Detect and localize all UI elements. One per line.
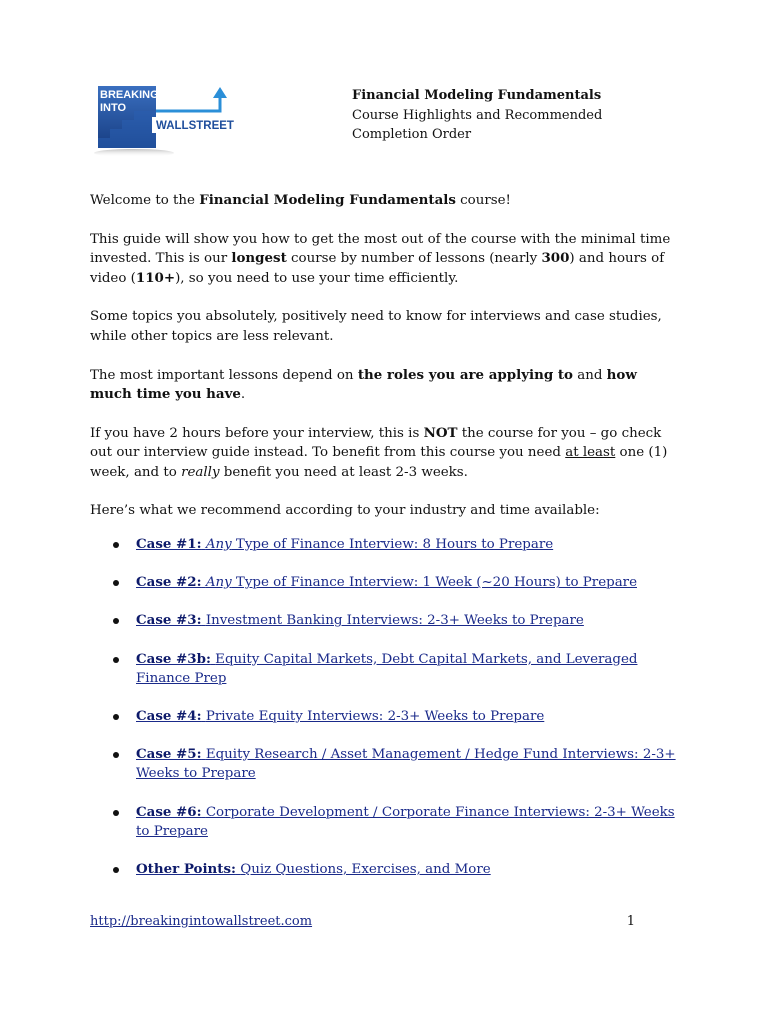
- case-label: Case #3:: [136, 612, 202, 629]
- logo-graphic: [94, 83, 244, 159]
- case-label: Case #1:: [136, 536, 202, 552]
- case-link-2[interactable]: [136, 575, 637, 590]
- bullet-icon: [113, 810, 119, 816]
- document-subtitle-line-2: Completion Order: [352, 127, 472, 142]
- footer-url-link[interactable]: http://breakingintowallstreet.com: [90, 914, 313, 929]
- breaking-into-wallstreet-logo: [94, 83, 244, 159]
- case-label: Case #3b:: [136, 650, 211, 667]
- list-item: [90, 535, 680, 554]
- underlined-run: at least: [565, 445, 616, 461]
- case-italic: Any: [205, 575, 232, 591]
- text-run: benefit you need at least 2-3 weeks.: [219, 464, 468, 480]
- case-text: Equity Research / Asset Management / Hedge Fund Interviews: 2-3+ Weeks to Prepare: [136, 747, 676, 782]
- list-item: [90, 860, 680, 879]
- text-run: If you have 2 hours before your interview, this is: [90, 425, 424, 441]
- text-run: This guide will show you how to get the most out of the course with the minimal time invested. This is our: [90, 231, 671, 267]
- page-footer: [90, 914, 635, 934]
- document-body: [90, 191, 680, 540]
- logo-line-2: INTO: [100, 102, 127, 114]
- case-text: Investment Banking Interviews: 2-3+ Weeks to Prepare: [205, 613, 584, 629]
- paragraph-recommend-intro: Here’s what we recommend according to your industry and time available:: [90, 503, 600, 519]
- case-link-6[interactable]: [136, 805, 675, 839]
- bold-run: 110+: [135, 269, 176, 286]
- case-italic: Any: [205, 537, 232, 552]
- case-text: Type of Finance Interview: 1 Week (~20 Hours) to Prepare: [231, 575, 637, 591]
- paragraph-time-needed: [90, 424, 680, 482]
- bold-run: NOT: [423, 424, 458, 441]
- text-run: course!: [455, 193, 511, 208]
- bullet-icon: [113, 657, 119, 663]
- case-label: Case #6:: [136, 803, 202, 820]
- arrow-icon: [156, 97, 220, 111]
- other-points-link[interactable]: [136, 862, 491, 877]
- bold-run: the roles you are applying to: [357, 366, 573, 383]
- case-link-5[interactable]: [136, 747, 676, 781]
- logo-line-1: BREAKING: [100, 89, 159, 101]
- case-label: Other Points:: [136, 861, 236, 878]
- list-item: [90, 650, 680, 688]
- bullet-icon: [113, 752, 119, 758]
- logo-line-3: WALLSTREET: [156, 120, 234, 132]
- paragraph-guide: [90, 230, 680, 288]
- italic-run: really: [181, 464, 220, 480]
- list-item: [90, 573, 680, 592]
- document-subtitle-line-1: Course Highlights and Recommended: [352, 107, 603, 123]
- case-text: Corporate Development / Corporate Finance Interviews: 2-3+ Weeks to Prepare: [136, 804, 675, 839]
- bold-run: 300: [541, 250, 570, 267]
- bullet-icon: [113, 867, 119, 873]
- text-run: .: [240, 387, 246, 403]
- case-link-3[interactable]: [136, 613, 584, 628]
- bold-run: how much time you have: [90, 366, 637, 403]
- list-item: [90, 745, 680, 783]
- paragraph-topics: Some topics you absolutely, positively need to know for interviews and case studies, while other topics are less relevant.: [90, 309, 662, 344]
- text-run: course by number of lessons (nearly: [286, 251, 542, 267]
- case-list: [90, 535, 680, 898]
- text-run: ) and hours of video (: [90, 251, 665, 286]
- case-label: Case #4:: [136, 708, 202, 725]
- document-header: [352, 86, 682, 145]
- document-title: Financial Modeling Fundamentals: [352, 88, 602, 103]
- bullet-icon: [113, 542, 119, 548]
- list-item: [90, 707, 680, 726]
- case-link-4[interactable]: [136, 709, 544, 724]
- bullet-icon: [113, 580, 119, 586]
- case-label: Case #5:: [136, 746, 202, 763]
- text-run: and: [572, 367, 607, 383]
- bullet-icon: [113, 618, 119, 624]
- page-number: 1: [626, 914, 635, 929]
- text-run: The most important lessons depend on: [90, 367, 358, 383]
- bold-run: longest: [231, 250, 287, 267]
- case-text: Quiz Questions, Exercises, and More: [240, 862, 491, 878]
- list-item: [90, 611, 680, 630]
- case-link-1[interactable]: [136, 537, 553, 552]
- paragraph-important-lessons: [90, 366, 680, 405]
- text-run: Welcome to the: [90, 193, 200, 208]
- text-run: one (1) week, and to: [90, 445, 668, 480]
- course-name-bold: Financial Modeling Fundamentals: [199, 192, 456, 208]
- bullet-icon: [113, 714, 119, 720]
- list-item: [90, 803, 680, 841]
- paragraph-welcome: [90, 191, 680, 210]
- case-text: Equity Capital Markets, Debt Capital Markets, and Leveraged Finance Prep: [136, 651, 638, 686]
- text-run: the course for you – go check out our interview guide instead. To benefit from this course you need: [90, 425, 662, 461]
- case-label: Case #2:: [136, 574, 202, 591]
- case-text: Type of Finance Interview: 8 Hours to Prepare: [231, 537, 554, 552]
- text-run: ), so you need to use your time efficiently.: [175, 270, 459, 286]
- case-link-3b[interactable]: [136, 652, 637, 686]
- case-text: Private Equity Interviews: 2-3+ Weeks to Prepare: [205, 709, 545, 725]
